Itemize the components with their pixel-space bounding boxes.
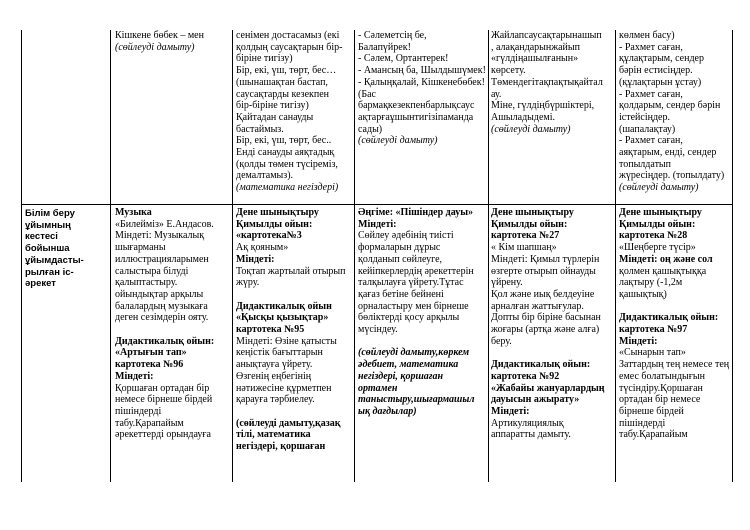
text-line (236, 406, 352, 418)
text-line: «Қысқы қызықтар» (236, 312, 329, 324)
text-line: сады) (358, 123, 383, 135)
text-line: - Сәлеметсің бе, (358, 30, 427, 41)
text-line: арналған жаттығулар. (491, 300, 584, 312)
text-line: кейіпкерлердің әрекеттерін (358, 265, 474, 277)
text-line: орналастыру мен бірнеше (358, 300, 469, 312)
text-line: әдебиет, математика (358, 359, 459, 371)
bottom-cell-2 (236, 207, 352, 481)
text-line: «картотека№3 (236, 230, 302, 242)
text-line: картотека №92 (491, 370, 560, 382)
top-cell-4 (491, 30, 613, 135)
text-line: Артикуляциялық (491, 417, 564, 429)
text-line: қағаз бетіне бейнені (358, 288, 444, 300)
text-line: Дидактикалық ойын (236, 300, 332, 312)
text-line: « Кім шапшаң» (491, 242, 557, 254)
top-cell-2 (236, 30, 352, 194)
text-line: бәрін естисіңдер. (619, 65, 693, 77)
text-line: демалтамыз). (236, 170, 294, 182)
text-line: шығарманы (115, 242, 166, 254)
top-cell-1 (115, 30, 230, 53)
text-line: Міндеті: Өзіне қатысты (236, 335, 337, 347)
text-line: салыстыра білуді (115, 265, 189, 277)
text-line: түсіндіру.Қоршаған (619, 382, 703, 394)
text-line: жоғары (артқа және алға) (491, 324, 600, 336)
text-line: сенімен достасамыз (екі (236, 30, 340, 41)
text-line: қолдың саусақтарын бір- (236, 41, 343, 53)
text-line: дауысын ажырату» (491, 394, 580, 406)
text-line: ойындықтар арқылы (115, 288, 204, 300)
text-line: негіздері, қоршаған (358, 370, 444, 382)
column-divider (110, 30, 111, 482)
text-line: формаларын дұрыс (358, 242, 441, 254)
text-line: өзгерте отырып ойнауды (491, 265, 596, 277)
row-divider (21, 204, 733, 205)
text-line: Міндеті: оң және сол (619, 253, 713, 265)
text-line: топылдатып (619, 158, 672, 170)
text-line: Өзгенің еңбегінің (236, 370, 312, 382)
text-line: беру. (491, 335, 512, 347)
text-line: иллюстрацияларымен (115, 253, 209, 265)
text-line: «Сынарын тап» (619, 347, 686, 359)
text-line: картотека №97 (619, 324, 688, 336)
text-line: пішіндерді (619, 417, 666, 429)
text-line: аппаратты дамыту. (491, 429, 571, 441)
text-line (236, 289, 352, 301)
text-line: Міндеті: Музыкалық (115, 230, 205, 242)
text-line: «Шеңберге түсір» (619, 242, 696, 254)
text-line: тілі, математика (236, 429, 311, 441)
text-line: бастаймыз. (236, 123, 284, 135)
text-line: әрекет (25, 278, 56, 290)
text-line: ортадан бір немесе (619, 394, 701, 406)
text-line: нәтижесіне құрметпен (236, 382, 332, 394)
bottom-cell-1 (115, 207, 230, 481)
text-line: Міндеті: (491, 405, 530, 417)
text-line: (сөйлеуді дамыту,қазақ (236, 417, 341, 429)
text-line: (Бас (358, 88, 376, 100)
text-line: Ақ қояным» (236, 242, 289, 254)
text-line: - Сәлем, Ортантерек! (358, 53, 449, 65)
text-line: Міндеті: (236, 253, 275, 265)
text-line: Енді санауды аяқтадық (236, 147, 335, 159)
row-header (25, 208, 109, 290)
text-line: лақтыру (-1,2м (619, 277, 683, 289)
text-line: талқылауға үйрету.Тұтас (358, 277, 464, 289)
text-line: Балапүйрек! (358, 41, 411, 53)
bottom-cell-3 (358, 207, 486, 481)
text-line: Әңгіме: «Пішіндер дауы» (358, 207, 474, 218)
text-line: Дене шынықтыру (619, 207, 702, 218)
text-line: кестесі (25, 231, 58, 243)
text-line: істейсіңдер. (619, 111, 670, 123)
text-line: Сөйлеу әдебінің тиісті (358, 230, 454, 242)
text-line: мүсіндеу. (358, 324, 398, 336)
text-line: қалыптастыру. (115, 277, 178, 289)
text-line: көлмен басу) (619, 30, 675, 41)
text-line: қолдарым, сендер бәрін (619, 100, 721, 112)
text-line: (қолды төмен түсіреміз, (236, 158, 338, 170)
text-line: табу.Қарапайым (115, 417, 184, 429)
text-line: Қимылды ойын: (619, 218, 696, 230)
text-line: Міндеті: Қимыл түрлерін (491, 253, 600, 265)
text-line: аяқтарым, енді, сендер (619, 147, 717, 159)
text-line: табу.Қарапайым (619, 429, 688, 441)
text-line: «Билейміз» Е.Андасов. (115, 218, 214, 230)
column-divider (232, 30, 233, 482)
text-line: Допты бір біріне басынан (491, 312, 601, 324)
text-line: рылған іс- (25, 266, 74, 278)
text-line: бармақкезекпенбарлықсаус (358, 100, 475, 112)
text-line: картотека №96 (115, 359, 184, 371)
text-line: , алақандарынжайып (491, 41, 580, 53)
text-line: Міндеті: (358, 218, 397, 230)
text-line: жүресіңдер. (топылдату) (619, 170, 725, 182)
text-line: ық дағдылар) (358, 405, 417, 417)
text-line: - Амансың ба, Шылдышүмек! (358, 65, 486, 77)
text-line: (сөйлеуді дамыту) (491, 123, 571, 135)
text-line (491, 347, 613, 359)
text-line: Қайтадан санауды (236, 111, 314, 123)
column-divider (615, 30, 616, 482)
text-line: Дидактикалық ойын: (491, 359, 591, 371)
text-line: Бір, екі, үш, төрт, бес… (236, 65, 337, 77)
text-line: емес болатындығын (619, 370, 705, 382)
text-line: картотека №27 (491, 230, 560, 242)
text-line: кеңістік бағыттарын (236, 347, 323, 359)
text-line: жүру. (236, 277, 260, 289)
text-line: - Рахмет саған, (619, 88, 683, 100)
text-line: қашықтық) (619, 288, 667, 300)
text-line: қолданып сөйлеуге, (358, 253, 443, 265)
text-line: Тоқтап жартылай отырып (236, 265, 346, 277)
text-line: Қол және иық белдеуіне (491, 288, 595, 300)
text-line: картотека №95 (236, 324, 305, 336)
text-line: (сөйлеуді дамыту,көркем (358, 347, 470, 359)
table-border-right (732, 30, 733, 482)
text-line: Ашыладыдемі. (491, 111, 556, 123)
text-line: Міндеті: (115, 370, 154, 382)
text-line: немесе бірнеше бірдей (115, 394, 213, 406)
text-line: Қимылды ойын: (491, 218, 568, 230)
text-line: ортамен (358, 382, 398, 394)
text-line: анықтауға үйрету. (236, 359, 313, 371)
top-cell-3 (358, 30, 486, 147)
text-line: балалардың музыкаға (115, 300, 208, 312)
text-line: Дене шынықтыру (236, 207, 319, 218)
text-line: Білім беру (25, 208, 75, 219)
column-divider (354, 30, 355, 482)
text-line: Қимылды ойын: (236, 218, 313, 230)
text-line: бірнеше бірдей (619, 405, 684, 417)
text-line: Заттардың тең немесе тең (619, 359, 730, 371)
text-line: - Рахмет саған, (619, 41, 683, 53)
text-line: саусақтарды кезекпен (236, 88, 330, 100)
text-line: деген сезімдерін ояту. (115, 312, 209, 324)
text-line: (сөйлеуді дамыту) (358, 135, 438, 147)
text-line (619, 301, 731, 313)
text-line: (шынашақтан бастап, (236, 76, 328, 88)
text-line: Міндеті: (619, 335, 658, 347)
text-line: қолмен қашықтыққа (619, 265, 707, 277)
top-cell-5 (619, 30, 731, 194)
text-line: үйрену. (491, 277, 523, 289)
text-line: Жайлапсаусақтарынашып (491, 30, 602, 41)
text-line: Міне, гүлдіңбүршіктері, (491, 100, 595, 112)
text-line (115, 324, 230, 336)
text-line: «гүлдіңашылғанын» (491, 53, 579, 65)
text-line (358, 336, 486, 348)
text-line: бойынша (25, 243, 70, 255)
text-line: Төмендегітақпақтықайтал (491, 76, 603, 88)
text-line: ау. (491, 88, 502, 100)
bottom-cell-5 (619, 207, 731, 481)
text-line: Дене шынықтыру (491, 207, 574, 218)
text-line: көрсету. (491, 65, 526, 77)
text-line: ұйымдасты- (25, 254, 84, 266)
text-line: біріне тигізу) (236, 53, 293, 65)
text-line: ұйымның (25, 219, 71, 231)
text-line: бөліктерді қосу арқылы (358, 312, 460, 324)
text-line: бір-біріне тигізу) (236, 100, 309, 112)
table-border-left (21, 30, 22, 482)
text-line: (шапалақтау) (619, 123, 676, 135)
text-line: «Жабайы жануарлардың (491, 382, 605, 394)
text-line: Музыка (115, 207, 152, 218)
text-line: қарауға тәрбиелеу. (236, 394, 315, 406)
text-line: (сөйлеуді дамыту) (619, 182, 699, 194)
text-line: (құлақтарын ұстау) (619, 76, 702, 88)
text-line: пішіндерді (115, 405, 162, 417)
text-line: Дидактикалық ойын: (619, 312, 719, 324)
text-line: әрекеттерді орындауға (115, 429, 211, 441)
text-line: Дидактикалық ойын: (115, 335, 215, 347)
text-line: Кішкене бөбек – мен (115, 30, 204, 41)
text-line: (сөйлеуді дамыту) (115, 41, 195, 53)
text-line: негіздері, қоршаған (236, 441, 326, 453)
column-divider (488, 30, 489, 482)
schedule-table (21, 30, 733, 482)
text-line: «Артығын тап» (115, 347, 187, 359)
bottom-cell-4 (491, 207, 613, 481)
text-line: Қоршаған ортадан бір (115, 382, 210, 394)
text-line: ақтарғаұшынтигізіпаманда (358, 111, 474, 123)
text-line: (математика негіздері) (236, 182, 339, 194)
text-line: картотека №28 (619, 230, 688, 242)
text-line: - Рахмет саған, (619, 135, 683, 147)
text-line: - Қалыңқалай, Кішкенебөбек! (358, 76, 485, 88)
text-line: таныстыру,шығармашыл (358, 394, 475, 406)
text-line: құлақтарым, сендер (619, 53, 704, 65)
text-line: Бір, екі, үш, төрт, бес.. (236, 135, 332, 147)
